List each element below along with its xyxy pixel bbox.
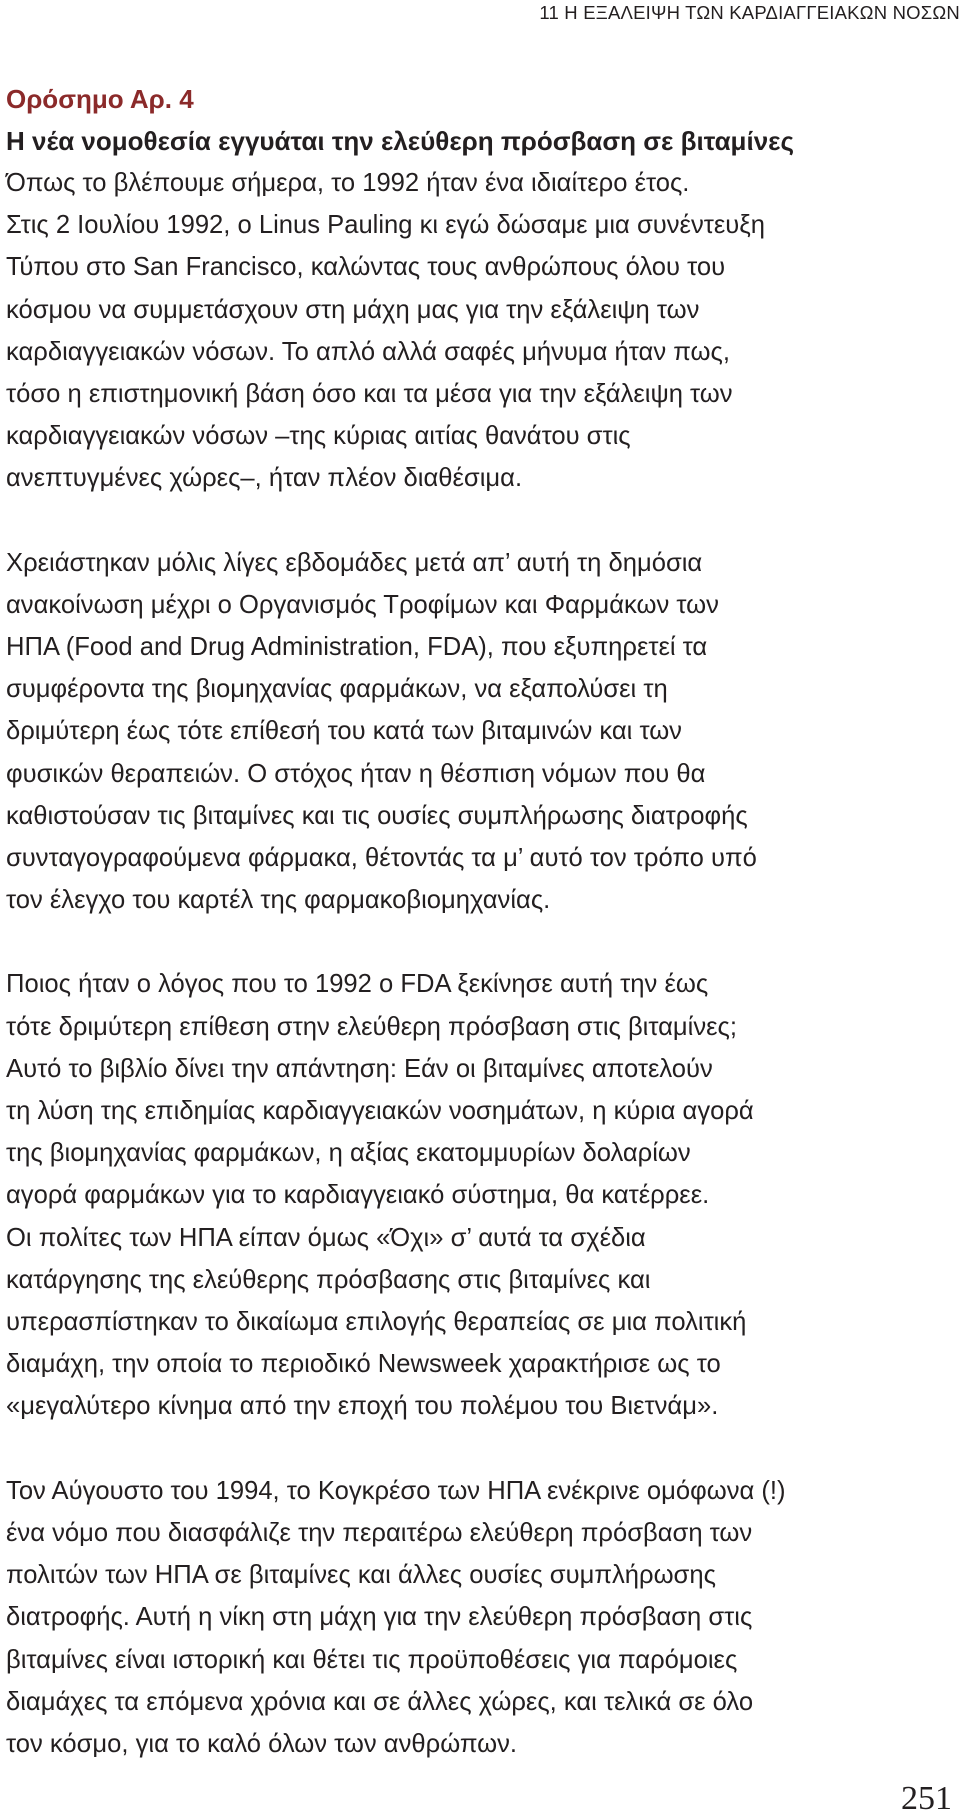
paragraph xyxy=(6,963,956,1427)
text-line: καρδιαγγειακών νόσων. Το απλό αλλά σαφές μήνυμα ήταν πως, xyxy=(6,337,730,366)
text-line: Αυτό το βιβλίο δίνει την απάντηση: Εάν οι βιταμίνες αποτελούν xyxy=(6,1054,713,1083)
section-title: Η νέα νομοθεσία εγγυάται την ελεύθερη πρόσβαση σε βιταμίνες xyxy=(6,126,795,156)
text-line: καθιστούσαν τις βιταμίνες και τις ουσίες συμπλήρωσης διατροφής xyxy=(6,801,748,830)
text-line: τόσο η επιστημονική βάση όσο και τα μέσα για την εξάλειψη των xyxy=(6,380,733,409)
running-header: 11 Η ΕΞΑΛΕΙΨΗ ΤΩΝ ΚΑΡΔΙΑΓΓΕΙΑΚΩΝ ΝΟΣΩΝ xyxy=(539,2,960,23)
text-line: καρδιαγγειακών νόσων –της κύριας αιτίας θανάτου στις xyxy=(6,422,631,451)
text-line: αγορά φαρμάκων για το καρδιαγγειακό σύστημα, θα κατέρρεε. xyxy=(6,1181,710,1210)
paragraph xyxy=(6,162,956,500)
text-line: Χρειάστηκαν μόλις λίγες εβδομάδες μετά απ’ αυτή τη δημόσια xyxy=(6,548,703,577)
text-line: συμφέροντα της βιομηχανίας φαρμάκων, να εξαπολύσει τη xyxy=(6,675,668,704)
text-line: υπερασπίστηκαν το δικαίωμα επιλογής θεραπείας σε μια πολιτική xyxy=(6,1308,747,1337)
text-line: Οι πολίτες των ΗΠΑ είπαν όμως «Όχι» σ’ αυτά τα σχέδια xyxy=(6,1223,646,1252)
text-line: τον έλεγχο του καρτέλ της φαρμακοβιομηχανίας. xyxy=(6,886,551,915)
text-line: «μεγαλύτερο κίνημα από την εποχή του πολέμου του Βιετνάμ». xyxy=(6,1392,719,1421)
text-line: συνταγογραφούμενα φάρμακα, θέτοντάς τα μ’ αυτό τον τρόπο υπό xyxy=(6,844,757,873)
paragraph xyxy=(6,1470,956,1765)
text-line: πολιτών των ΗΠΑ σε βιταμίνες και άλλες ουσίες συμπλήρωσης xyxy=(6,1561,716,1590)
text-line: τον κόσμο, για το καλό όλων των ανθρώπων. xyxy=(6,1729,517,1758)
text-line: Στις 2 Ιουλίου 1992, ο Linus Pauling κι εγώ δώσαμε μια συνέντευξη xyxy=(6,211,765,240)
text-line: βιταμίνες είναι ιστορική και θέτει τις προϋποθέσεις για παρόμοιες xyxy=(6,1645,738,1674)
milestone-label: Ορόσημο Αρ. 4 xyxy=(6,84,194,114)
text-line: διαμάχη, την οποία το περιοδικό Newsweek χαρακτήρισε ως το xyxy=(6,1350,721,1379)
text-line: ανακοίνωση μέχρι ο Οργανισμός Τροφίμων και Φαρμάκων των xyxy=(6,590,719,619)
paragraph-spacer xyxy=(6,500,956,542)
paragraph-spacer xyxy=(6,1428,956,1470)
text-line: κατάργησης της ελεύθερης πρόσβασης στις βιταμίνες και xyxy=(6,1265,651,1294)
page-body xyxy=(6,78,956,1765)
text-line: φυσικών θεραπειών. Ο στόχος ήταν η θέσπιση νόμων που θα xyxy=(6,759,706,788)
text-line: της βιομηχανίας φαρμάκων, η αξίας εκατομμυρίων δολαρίων xyxy=(6,1139,691,1168)
page-number: 251 xyxy=(901,1780,952,1817)
text-line: Ποιος ήταν ο λόγος που το 1992 ο FDA ξεκίνησε αυτή την έως xyxy=(6,970,709,999)
text-line: ΗΠΑ (Food and Drug Administration, FDA), που εξυπηρετεί τα xyxy=(6,633,708,662)
text-line: τότε δριμύτερη επίθεση στην ελεύθερη πρόσβαση στις βιταμίνες; xyxy=(6,1012,737,1041)
text-line: δριμύτερη έως τότε επίθεσή του κατά των βιταμινών και των xyxy=(6,717,682,746)
paragraph xyxy=(6,542,956,922)
text-line: διατροφής. Αυτή η νίκη στη μάχη για την ελεύθερη πρόσβαση στις xyxy=(6,1603,753,1632)
text-line: διαμάχες τα επόμενα χρόνια και σε άλλες χώρες, και τελικά σε όλο xyxy=(6,1687,754,1716)
text-line: ανεπτυγμένες χώρες–, ήταν πλέον διαθέσιμα. xyxy=(6,464,523,493)
text-line: Όπως το βλέπουμε σήμερα, το 1992 ήταν ένα ιδιαίτερο έτος. xyxy=(6,169,690,197)
text-line: τη λύση της επιδημίας καρδιαγγειακών νοσημάτων, η κύρια αγορά xyxy=(6,1097,754,1126)
text-line: κόσμου να συμμετάσχουν στη μάχη μας για την εξάλειψη των xyxy=(6,295,700,324)
text-line: Τον Αύγουστο του 1994, το Κογκρέσο των ΗΠΑ ενέκρινε ομόφωνα (!) xyxy=(6,1476,786,1505)
text-line: Τύπου στο San Francisco, καλώντας τους ανθρώπους όλου του xyxy=(6,253,726,282)
paragraph-spacer xyxy=(6,921,956,963)
text-line: ένα νόμο που διασφάλιζε την περαιτέρω ελεύθερη πρόσβαση των xyxy=(6,1518,753,1547)
